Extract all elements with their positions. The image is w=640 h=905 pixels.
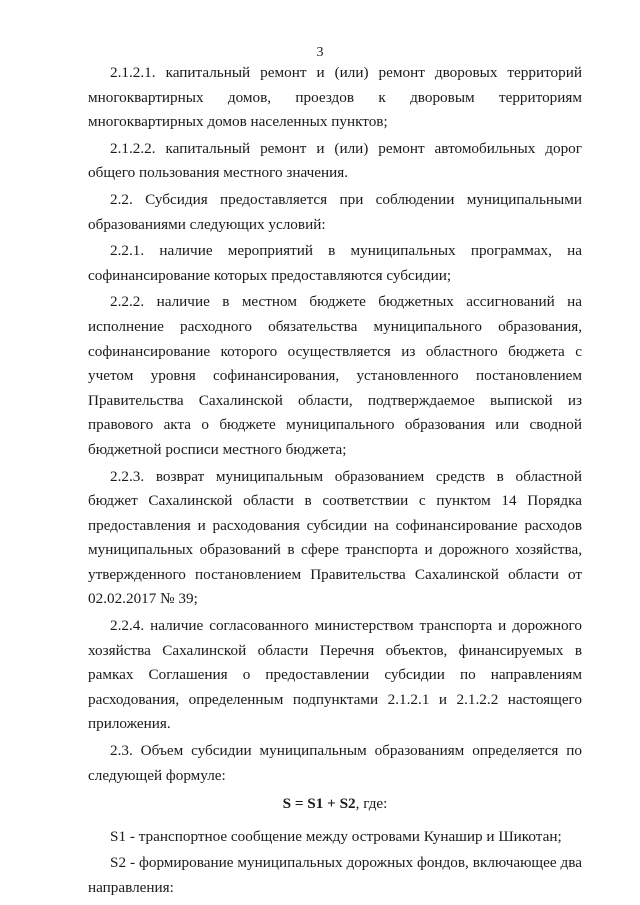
clause-2-2: 2.2. Субсидия предоставляется при соблюдении муниципальными образованиями следующих условий:: [88, 190, 582, 233]
clause-2-2-2: 2.2.2. наличие в местном бюджете бюджетных ассигнований на исполнение расходного обязательства муниципального образования, софинансирование которого осуществляется из областного бюджета с учетом уровня софинансирования, установленного постановлением Правительства Сахалинской области, подтверждаемое выпиской из правового акта о бюджете муниципального образования или сводной бюджетной росписи местного бюджета;: [88, 293, 582, 458]
subsidy-formula: [88, 792, 582, 817]
definition-s2: S2 - формирование муниципальных дорожных фондов, включающее два направления:: [88, 854, 582, 896]
clause-2-1-2-1: 2.1.2.1. капитальный ремонт и (или) ремонт дворовых территорий многоквартирных домов, проездов к дворовым территориям многоквартирных домов населенных пунктов;: [88, 64, 582, 131]
clause-2-2-1: 2.2.1. наличие мероприятий в муниципальных программах, на софинансирование которых предоставляются субсидии;: [88, 242, 582, 284]
formula-expression: S = S1 + S2: [282, 795, 356, 813]
definition-s1: S1 - транспортное сообщение между островами Кунашир и Шикотан;: [110, 827, 562, 845]
document-body: [88, 61, 582, 903]
clause-2-3: 2.3. Объем субсидии муниципальным образованиям определяется по следующей формуле:: [88, 742, 582, 784]
clause-2-2-3: 2.2.3. возврат муниципальным образованием средств в областной бюджет Сахалинской области в соответствии с пунктом 14 Порядка предоставления и расходования субсидии на софинансирование расходов муниципальных образований в сфере транспорта и дорожного хозяйства, утвержденного постановлением Правительства Сахалинской области от 02.02.2017 № 39;: [88, 467, 582, 608]
clause-2-1-2-2: 2.1.2.2. капитальный ремонт и (или) ремонт автомобильных дорог общего пользования местного значения.: [88, 139, 582, 182]
clause-2-2-4: 2.2.4. наличие согласованного министерством транспорта и дорожного хозяйства Сахалинской области Перечня объектов, финансируемых в рамках Соглашения о предоставлении субсидии по направлениям расходования, определенным подпунктами 2.1.2.1 и 2.1.2.2 настоящего приложения.: [88, 617, 582, 733]
page-number: 3: [316, 45, 324, 60]
formula-suffix: , где:: [355, 795, 388, 813]
